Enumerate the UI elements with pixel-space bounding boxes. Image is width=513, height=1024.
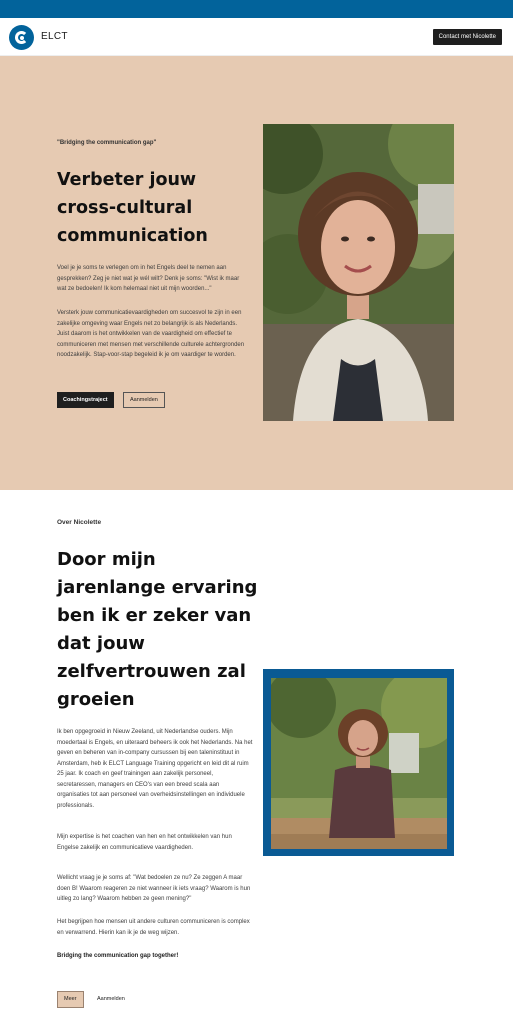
portrait-illustration (263, 124, 454, 421)
hero-section (0, 56, 513, 490)
meer-button[interactable]: Meer (57, 991, 84, 1008)
about-illustration (271, 678, 447, 849)
top-color-strip (0, 0, 513, 18)
about-label: Over Nicolette (57, 519, 102, 526)
hero-title: Verbeter jouw cross-cultural communication (57, 170, 208, 246)
about-portrait-photo (271, 678, 447, 849)
about-paragraph-2: Mijn expertise is het coachen van hen en het ontwikkelen van hun Engelse zakelijk en communicatieve vaardigheden. (57, 834, 232, 851)
logo-icon[interactable] (9, 25, 34, 50)
contact-button[interactable]: Contact met Nicolette (433, 29, 502, 45)
about-paragraph-4: Het begrijpen hoe mensen uit andere culturen communiceren is complex en verwarrend. Hierin kan ik je de weg wijzen. (57, 919, 250, 936)
hero-paragraph-1: Voel je je soms te verlegen om in het Engels deel te nemen aan gesprekken? Zeg je niet wat je wél wilt? Denk je soms: "Wist ik maar wat ze bedoelen! Ik kom helemaal niet uit mijn woorden..." (57, 265, 240, 292)
hero-portrait-photo (263, 124, 454, 421)
about-paragraph-1: Ik ben opgegroeid in Nieuw Zeeland, uit Nederlandse ouders. Mijn moedertaal is Engels, en uiteraard beheers ik ook het Nederlands. Na het geven en beheren van in-company cursussen bij een taleninstituut in Amsterdam, heb ik ELCT Language Training opgericht en leid dit al ruim 25 jaar. Ik coach en geef trainingen aan zakelijk personeel, secretaressen, managers en CEO's van een breed scala aan organisaties tot aan personeel van overheidsinstellingen en individuele professionals. (57, 729, 253, 809)
logo-dot (20, 36, 24, 40)
hero-paragraph-2: Versterk jouw communicatievaardigheden om succesvol te zijn in een zakelijke omgeving waar Engels net zo belangrijk is als Nederlands. Juist daarom is het ontwikkelen van de vaardigheid om effectief te communiceren met mensen met verschillende culturele achtergronden noodzakelijk. Stap-voor-stap begeleid ik je om vaardiger te worden. (57, 310, 245, 358)
hero-eyebrow: "Bridging the communication gap" (57, 140, 157, 146)
aanmelden-link[interactable]: Aanmelden (97, 996, 125, 1002)
coachingstraject-button[interactable]: Coachingstraject (57, 392, 114, 408)
brand-name[interactable]: ELCT (41, 31, 68, 42)
aanmelden-button[interactable]: Aanmelden (123, 392, 165, 408)
site-header (0, 18, 513, 56)
about-title: Door mijn jarenlange ervaring ben ik er zeker van dat jouw zelfvertrouwen zal groeien (57, 549, 258, 710)
about-paragraph-3: Wellicht vraag je je soms af: "Wat bedoelen ze nu? Ze zeggen A maar doen B! Waarom reageren ze niet wanneer ik iets vraag? Waarom is hun uitleg zo lang? Waarom hebben ze geen mening?" (57, 875, 251, 902)
about-paragraph-5: Bridging the communication gap together! (57, 953, 179, 959)
